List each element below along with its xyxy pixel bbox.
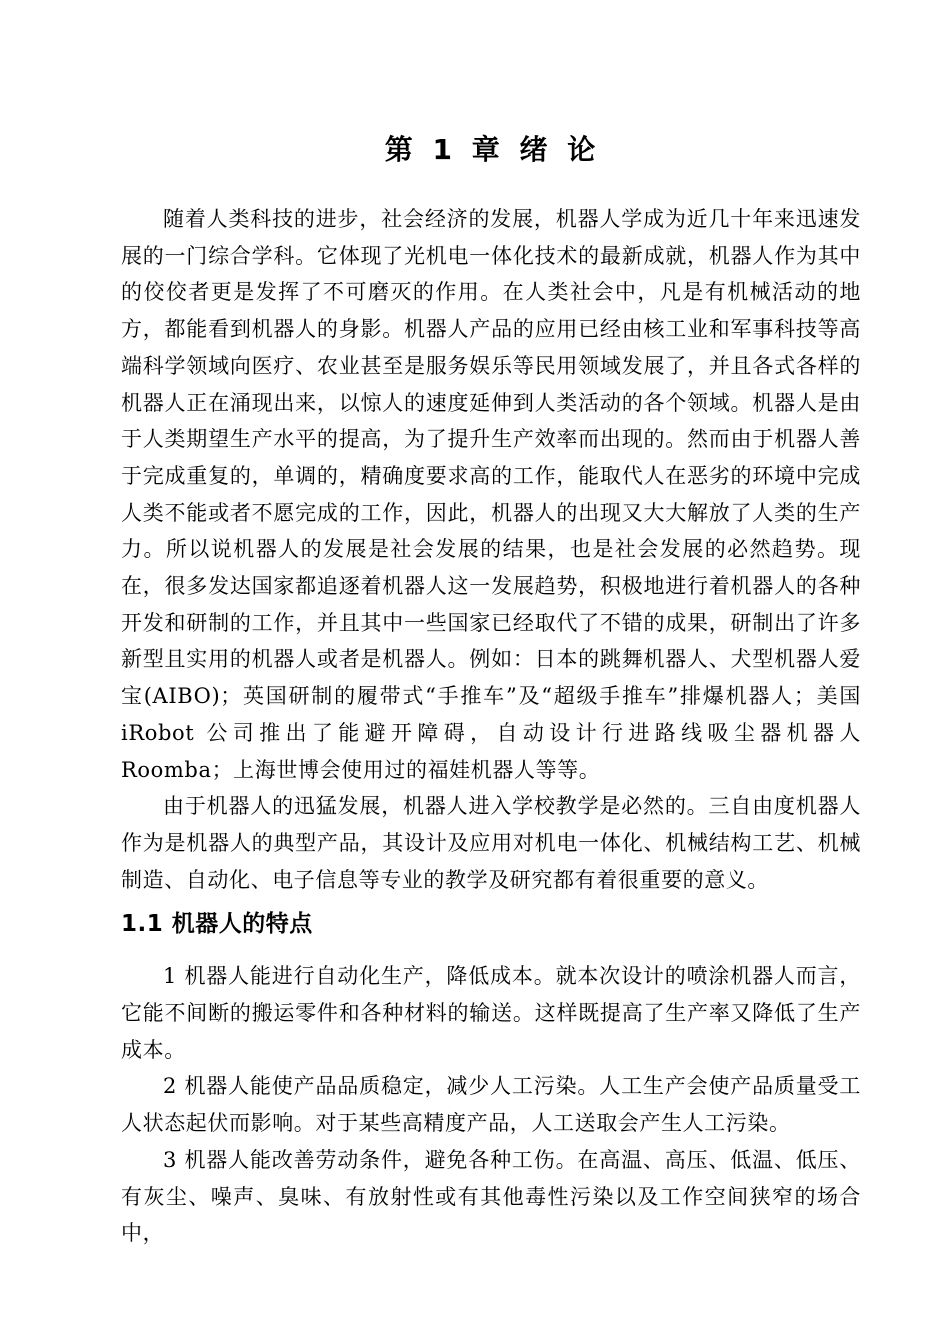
intro-paragraph-2: 由于机器人的迅猛发展，机器人进入学校教学是必然的。三自由度机器人作为是机器人的典型产品，其设计及应用对机电一体化、机械结构工艺、机械制造、自动化、电子信息等专业的教学及研究都有着很重要的意义。 [121,794,861,892]
chapter-title: 第 1 章 绪 论 [384,133,598,166]
section-paragraph-1: 1 机器人能进行自动化生产，降低成本。就本次设计的喷涂机器人而言，它能不间断的搬运零件和各种材料的输送。这样既提高了生产率又降低了生产成本。 [121,964,861,1062]
section-paragraph-3: 3 机器人能改善劳动条件，避免各种工伤。在高温、高压、低温、低压、有灰尘、噪声、臭味、有放射性或有其他毒性污染以及工作空间狭窄的场合中， [121,1147,861,1246]
section-title: 1.1 机器人的特点 [121,911,313,938]
intro-paragraph-1: 随着人类科技的进步，社会经济的发展，机器人学成为近几十年来迅速发展的一门综合学科。它体现了光机电一体化技术的最新成就，机器人作为其中的佼佼者更是发挥了不可磨灭的作用。在人类社会中，凡是有机械活动的地方，都能看到机器人的身影。机器人产品的应用已经由核工业和军事科技等高端科学领域向医疗、农业甚至是服务娱乐等民用领域发展了，并且各式各样的机器人正在涌现出来，以惊人的速度延伸到人类活动的各个领域。机器人是由于人类期望生产水平的提高，为了提升生产效率而出现的。然而由于机器人善于完成重复的，单调的，精确度要求高的工作，能取代人在恶劣的环境中完成人类不能或者不愿完成的工作，因此，机器人的出现又大大解放了人类的生产力。所以说机器人的发展是社会发展的结果，也是社会发展的必然趋势。现在，很多发达国家都追逐着机器人这一发展趋势，积极地进行着机器人的各种开发和研制的工作，并且其中一些国家已经取代了不错的成果，研制出了许多新型且实用的机器人或者是机器人。例如：日本的跳舞机器人、犬型机器人爱宝(AIBO)；英国研制的履带式“手推车”及“超级手推车”排爆机器人；美国 iRobot 公司推出了能避开障碍，自动设计行进路线吸尘器机器人 Roomba；上海世博会使用过的福娃机器人等等。 [121,207,861,782]
section-paragraph-2: 2 机器人能使产品品质稳定，减少人工污染。人工生产会使产品质量受工人状态起伏而影响。对于某些高精度产品，人工送取会产生人工污染。 [121,1074,861,1136]
document-page [121,126,861,1252]
